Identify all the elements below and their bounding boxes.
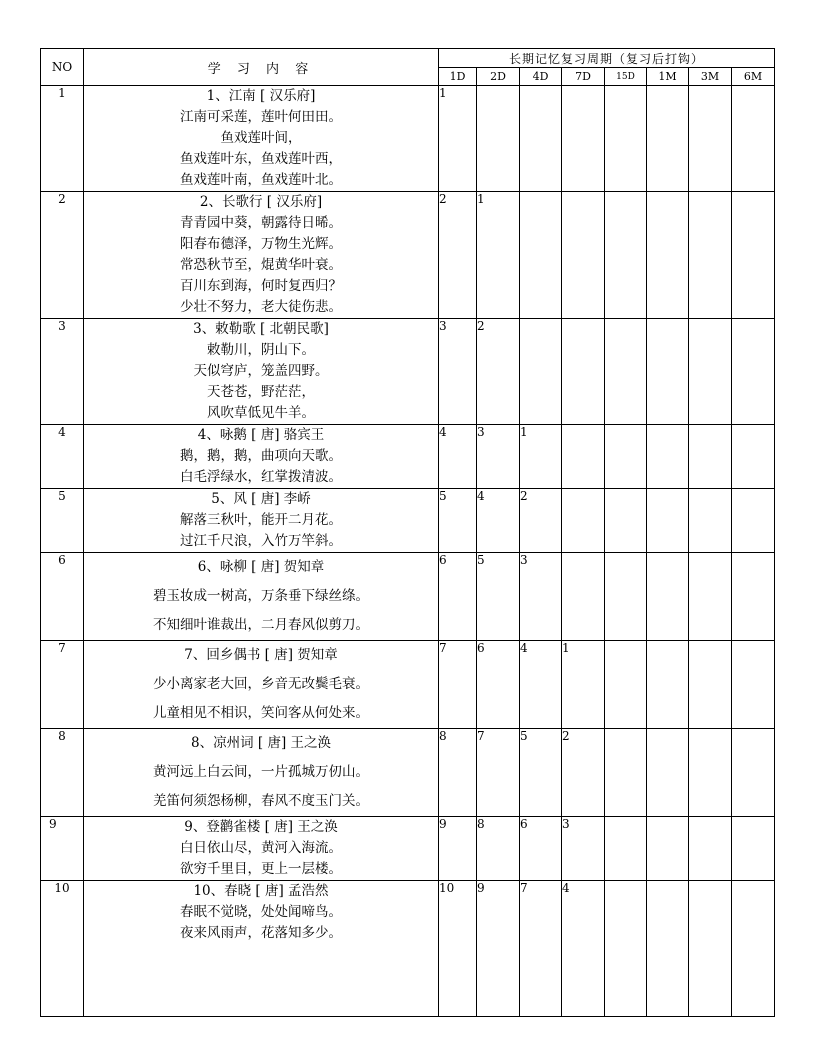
review-check-cell[interactable]: [605, 641, 647, 729]
review-check-cell[interactable]: [520, 192, 562, 319]
header-col-3m: 3M: [689, 68, 732, 86]
review-check-cell[interactable]: 4: [520, 641, 562, 729]
poem-content: [84, 489, 439, 553]
review-check-cell[interactable]: [605, 553, 647, 641]
poem-line: 常恐秋节至，焜黄华叶衰。: [180, 257, 342, 273]
review-check-cell[interactable]: [647, 319, 689, 425]
review-check-cell[interactable]: 5: [439, 489, 477, 553]
poem-content: [84, 641, 439, 729]
header-col-15d: 15D: [605, 68, 647, 86]
review-check-cell[interactable]: [647, 425, 689, 489]
review-check-cell[interactable]: [647, 86, 689, 192]
table-row: [41, 489, 775, 553]
poem-content: [84, 553, 439, 641]
table-row: [41, 881, 775, 1017]
review-check-cell[interactable]: 3: [562, 817, 605, 881]
review-check-cell[interactable]: [647, 641, 689, 729]
review-check-cell[interactable]: 7: [477, 729, 520, 817]
review-check-cell[interactable]: 4: [439, 425, 477, 489]
review-check-cell[interactable]: [689, 319, 732, 425]
poem-title: 1、江南 [ 汉乐府]: [206, 88, 316, 104]
poem-line: 风吹草低见牛羊。: [207, 405, 315, 421]
review-check-cell[interactable]: [605, 489, 647, 553]
header-col-1d: 1D: [439, 68, 477, 86]
review-check-cell[interactable]: [520, 86, 562, 192]
review-check-cell[interactable]: 6: [477, 641, 520, 729]
poem-line: 过江千尺浪，入竹万竿斜。: [180, 533, 342, 549]
review-check-cell[interactable]: [605, 881, 647, 1017]
review-check-cell[interactable]: [647, 553, 689, 641]
poem-content: [84, 425, 439, 489]
review-check-cell[interactable]: 2: [520, 489, 562, 553]
header-col-6m: 6M: [732, 68, 775, 86]
poem-line: 鱼戏莲叶间，: [220, 130, 302, 146]
review-check-cell[interactable]: 4: [477, 489, 520, 553]
poem-title: 6、咏柳 [ 唐] 贺知章: [197, 559, 325, 575]
poem-title: 10、春晓 [ 唐] 孟浩然: [193, 883, 329, 899]
table-row: [41, 319, 775, 425]
review-check-cell[interactable]: [732, 553, 775, 641]
review-check-cell[interactable]: [562, 489, 605, 553]
review-check-cell[interactable]: 3: [477, 425, 520, 489]
review-check-cell[interactable]: [605, 729, 647, 817]
poem-content: [84, 817, 439, 881]
review-check-cell[interactable]: [689, 641, 732, 729]
poem-title: 2、长歌行 [ 汉乐府]: [199, 194, 323, 210]
review-check-cell[interactable]: 1: [477, 192, 520, 319]
review-check-cell[interactable]: [732, 641, 775, 729]
review-check-cell[interactable]: [689, 817, 732, 881]
review-check-cell[interactable]: 6: [439, 553, 477, 641]
poem-content: [84, 192, 439, 319]
review-check-cell[interactable]: [605, 817, 647, 881]
poem-content: [84, 86, 439, 192]
row-number: 8: [41, 729, 84, 817]
poem-line: 少壮不努力，老大徒伤悲。: [180, 299, 342, 315]
poem-title: 9、登鹳雀楼 [ 唐] 王之涣: [184, 819, 338, 835]
review-check-cell[interactable]: 8: [477, 817, 520, 881]
row-number: 6: [41, 553, 84, 641]
table-row: [41, 553, 775, 641]
row-number: 1: [41, 86, 84, 192]
poem-content: [84, 881, 439, 1017]
review-check-cell[interactable]: 3: [520, 553, 562, 641]
header-col-4d: 4D: [520, 68, 562, 86]
review-check-cell[interactable]: [520, 319, 562, 425]
poem-line: 百川东到海，何时复西归？: [180, 278, 342, 294]
review-schedule-table: [40, 48, 775, 1017]
header-col-1m: 1M: [647, 68, 689, 86]
review-check-cell[interactable]: [605, 192, 647, 319]
poem-line: 阳春布德泽，万物生光辉。: [180, 236, 342, 252]
review-check-cell[interactable]: [689, 729, 732, 817]
review-check-cell[interactable]: 5: [477, 553, 520, 641]
review-check-cell[interactable]: 2: [562, 729, 605, 817]
row-number: 7: [41, 641, 84, 729]
review-check-cell[interactable]: [689, 553, 732, 641]
review-check-cell[interactable]: [562, 86, 605, 192]
row-number: 5: [41, 489, 84, 553]
poem-line: 解落三秋叶，能开二月花。: [180, 512, 342, 528]
review-check-cell[interactable]: [689, 86, 732, 192]
review-check-cell[interactable]: 1: [520, 425, 562, 489]
poem-line: 江南可采莲，莲叶何田田。: [180, 109, 342, 125]
review-check-cell[interactable]: 3: [439, 319, 477, 425]
review-check-cell[interactable]: 2: [477, 319, 520, 425]
poem-line: 天似穹庐，笼盖四野。: [193, 363, 329, 379]
table-row: [41, 641, 775, 729]
review-check-cell[interactable]: [605, 425, 647, 489]
review-check-cell[interactable]: [477, 86, 520, 192]
table-row: [41, 817, 775, 881]
review-check-cell[interactable]: [647, 729, 689, 817]
poem-line: 白日依山尽，黄河入海流。: [180, 840, 342, 856]
poem-line: 春眠不觉晓，处处闻啼鸟。: [180, 904, 342, 920]
poem-line: 羌笛何须怨杨柳，春风不度玉门关。: [153, 793, 369, 809]
review-check-cell[interactable]: 7: [439, 641, 477, 729]
review-check-cell[interactable]: 4: [562, 881, 605, 1017]
review-check-cell[interactable]: [732, 319, 775, 425]
poem-line: 鱼戏莲叶东，鱼戏莲叶西，: [180, 151, 342, 167]
row-number: 2: [41, 192, 84, 319]
poem-line: 儿童相见不相识，笑问客从何处来。: [153, 705, 369, 721]
review-check-cell[interactable]: 1: [562, 641, 605, 729]
review-check-cell[interactable]: [562, 553, 605, 641]
review-check-cell[interactable]: 5: [520, 729, 562, 817]
review-check-cell[interactable]: [732, 86, 775, 192]
poem-line: 欲穷千里目，更上一层楼。: [180, 861, 342, 877]
review-check-cell[interactable]: [732, 425, 775, 489]
header-review-period: 长期记忆复习周期（复习后打钩）: [439, 49, 775, 68]
poem-line: 少小离家老大回，乡音无改鬓毛衰。: [153, 676, 369, 692]
review-check-cell[interactable]: [689, 489, 732, 553]
row-number: 4: [41, 425, 84, 489]
row-number: 3: [41, 319, 84, 425]
review-check-cell[interactable]: [689, 192, 732, 319]
review-check-cell[interactable]: [732, 729, 775, 817]
poem-line: 黄河远上白云间，一片孤城万仞山。: [153, 764, 369, 780]
review-check-cell[interactable]: [732, 881, 775, 1017]
row-number: 9: [41, 817, 84, 881]
header-content: 学 习 内 容: [84, 49, 439, 86]
poem-line: 不知细叶谁裁出，二月春风似剪刀。: [153, 617, 369, 633]
poem-title: 7、回乡偶书 [ 唐] 贺知章: [184, 647, 338, 663]
row-number: 10: [41, 881, 84, 1017]
review-check-cell[interactable]: [605, 319, 647, 425]
poem-title: 5、风 [ 唐] 李峤: [211, 491, 311, 507]
review-check-cell[interactable]: [647, 817, 689, 881]
review-check-cell[interactable]: [647, 881, 689, 1017]
poem-line: 碧玉妆成一树高，万条垂下绿丝绦。: [153, 588, 369, 604]
poem-content: [84, 729, 439, 817]
poem-line: 青青园中葵，朝露待日晞。: [180, 215, 342, 231]
review-check-cell[interactable]: [732, 192, 775, 319]
poem-line: 夜来风雨声，花落知多少。: [180, 925, 342, 941]
review-check-cell[interactable]: [562, 319, 605, 425]
review-check-cell[interactable]: [689, 425, 732, 489]
poem-title: 4、咏鹅 [ 唐] 骆宾王: [197, 427, 325, 443]
header-no: NO: [41, 49, 84, 86]
review-check-cell[interactable]: 1: [439, 86, 477, 192]
poem-content: [84, 319, 439, 425]
table-row: [41, 729, 775, 817]
poem-line: 天苍苍，野茫茫，: [207, 384, 315, 400]
review-check-cell[interactable]: [647, 489, 689, 553]
table-row: [41, 192, 775, 319]
review-check-cell[interactable]: [647, 192, 689, 319]
header-col-7d: 7D: [562, 68, 605, 86]
review-check-cell[interactable]: 6: [520, 817, 562, 881]
review-check-cell[interactable]: [689, 881, 732, 1017]
review-check-cell[interactable]: [732, 817, 775, 881]
review-check-cell[interactable]: [562, 192, 605, 319]
table-row: [41, 425, 775, 489]
poem-line: 敕勒川，阴山下。: [207, 342, 315, 358]
review-check-cell[interactable]: [562, 425, 605, 489]
header-col-2d: 2D: [477, 68, 520, 86]
review-check-cell[interactable]: 8: [439, 729, 477, 817]
table-row: [41, 86, 775, 192]
poem-line: 白毛浮绿水，红掌拨清波。: [180, 469, 342, 485]
review-check-cell[interactable]: 7: [520, 881, 562, 1017]
review-check-cell[interactable]: 9: [477, 881, 520, 1017]
review-check-cell[interactable]: 10: [439, 881, 477, 1017]
review-check-cell[interactable]: [732, 489, 775, 553]
poem-title: 3、敕勒歌 [ 北朝民歌]: [193, 321, 329, 337]
poem-line: 鱼戏莲叶南，鱼戏莲叶北。: [180, 172, 342, 188]
review-check-cell[interactable]: 9: [439, 817, 477, 881]
review-check-cell[interactable]: 2: [439, 192, 477, 319]
poem-title: 8、凉州词 [ 唐] 王之涣: [191, 735, 331, 751]
poem-line: 鹅，鹅，鹅，曲项向天歌。: [180, 448, 342, 464]
review-check-cell[interactable]: [605, 86, 647, 192]
